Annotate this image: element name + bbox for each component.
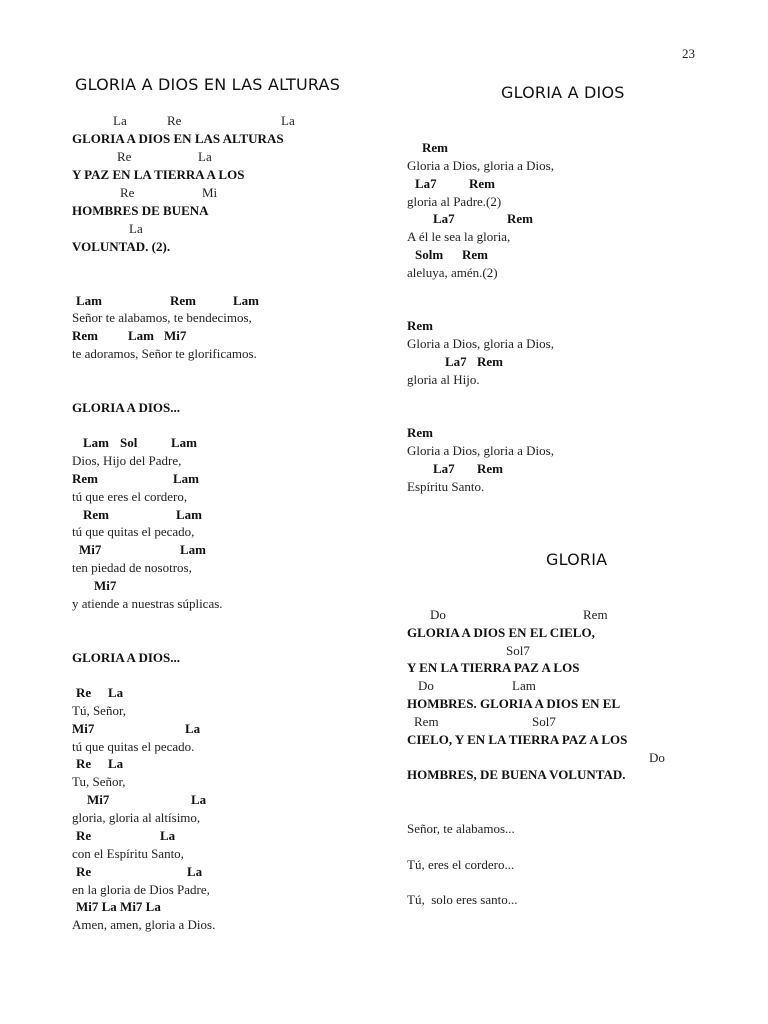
lyric-line: con el Espíritu Santo, xyxy=(72,846,184,861)
chord: Rem xyxy=(422,140,448,155)
chord: Rem xyxy=(72,328,98,343)
lyric-line: Tú, Señor, xyxy=(72,703,126,718)
lyric-line: Espíritu Santo. xyxy=(407,479,485,494)
lyric-line: Señor te alabamos, te bendecimos, xyxy=(72,310,252,325)
right-title-gloria: GLORIA xyxy=(546,550,608,569)
chord: Sol7 xyxy=(532,714,556,729)
chord: Lam xyxy=(512,678,536,693)
chord: Sol7 xyxy=(506,643,530,658)
lyric-line: Tú, solo eres santo... xyxy=(407,892,518,907)
chord: Rem xyxy=(170,293,196,308)
chord: Lam xyxy=(180,542,206,557)
lyric-line: en la gloria de Dios Padre, xyxy=(72,882,210,897)
chord: Rem xyxy=(407,318,433,333)
chord: Re xyxy=(76,756,92,771)
chord: Rem xyxy=(72,471,98,486)
chord: Mi7 xyxy=(87,792,110,807)
chord: Mi7 xyxy=(79,542,102,557)
chord: Solm xyxy=(415,247,444,262)
chord: Rem xyxy=(83,507,109,522)
chord: Rem xyxy=(407,425,433,440)
chord: Mi7 La Mi7 La xyxy=(76,899,161,914)
lyric-line: te adoramos, Señor te glorificamos. xyxy=(72,346,257,361)
chord: Lam xyxy=(83,435,109,450)
chord: La xyxy=(108,756,124,771)
chord: La xyxy=(191,792,207,807)
lyric-line: HOMBRES DE BUENA xyxy=(72,203,209,218)
lyric-line: tú que eres el cordero, xyxy=(72,489,188,504)
chord: Do xyxy=(418,678,434,693)
lyric-line: GLORIA A DIOS EN EL CIELO, xyxy=(407,625,595,640)
chord: La7 xyxy=(433,461,455,476)
page-number: 23 xyxy=(682,46,695,61)
chord: La7 xyxy=(433,211,455,226)
chord: Mi7 xyxy=(164,328,187,343)
lyric-line: HOMBRES, DE BUENA VOLUNTAD. xyxy=(407,767,626,782)
chord: La xyxy=(160,828,176,843)
left-title: GLORIA A DIOS EN LAS ALTURAS xyxy=(75,75,341,94)
lyric-line: tú que quitas el pecado, xyxy=(72,524,195,539)
chord: La7 xyxy=(445,354,467,369)
chord: Lam xyxy=(176,507,202,522)
lyric-line: Dios, Hijo del Padre, xyxy=(72,453,182,468)
chord: Do xyxy=(430,607,446,622)
lyric-line: VOLUNTAD. (2). xyxy=(72,239,171,254)
chord: Mi7 xyxy=(72,721,95,736)
chord: Re xyxy=(76,864,92,879)
chord: Mi7 xyxy=(94,578,117,593)
chorus-ref: GLORIA A DIOS... xyxy=(72,650,181,665)
chord: Lam xyxy=(171,435,197,450)
chord: Re xyxy=(76,828,92,843)
lyric-line: gloria al Padre.(2) xyxy=(407,194,502,209)
chord: La xyxy=(185,721,201,736)
chord: Lam xyxy=(233,293,259,308)
chord: Rem xyxy=(477,461,503,476)
chord: Rem xyxy=(583,607,608,622)
lyric-line: gloria al Hijo. xyxy=(407,372,480,387)
chord: La xyxy=(129,221,143,236)
chord: Re xyxy=(167,113,182,128)
lyric-line: tú que quitas el pecado. xyxy=(72,739,195,754)
lyric-line: HOMBRES. GLORIA A DIOS EN EL xyxy=(407,696,621,711)
chord: Lam xyxy=(76,293,102,308)
chord: La xyxy=(198,149,212,164)
chord: La xyxy=(187,864,203,879)
lyric-line: Tu, Señor, xyxy=(72,774,126,789)
lyric-line: Gloria a Dios, gloria a Dios, xyxy=(407,158,554,173)
lyric-line: Y EN LA TIERRA PAZ A LOS xyxy=(407,660,580,675)
chord: Rem xyxy=(507,211,533,226)
lyric-line: Y PAZ EN LA TIERRA A LOS xyxy=(72,167,245,182)
chord: Sol xyxy=(120,435,138,450)
chord: Lam xyxy=(128,328,154,343)
lyric-line: ten piedad de nosotros, xyxy=(72,560,192,575)
chord: Re xyxy=(76,685,92,700)
chord: Rem xyxy=(477,354,503,369)
chord: Do xyxy=(649,750,665,765)
lyric-line: GLORIA A DIOS EN LAS ALTURAS xyxy=(72,131,284,146)
right-title-gloria-a-dios: GLORIA A DIOS xyxy=(501,83,625,102)
lyric-line: aleluya, amén.(2) xyxy=(407,265,498,280)
lyric-line: Amen, amen, gloria a Dios. xyxy=(72,917,216,932)
chord: Rem xyxy=(414,714,439,729)
lyric-line: y atiende a nuestras súplicas. xyxy=(72,596,223,611)
lyric-line: Gloria a Dios, gloria a Dios, xyxy=(407,443,554,458)
chord: Rem xyxy=(469,176,495,191)
lyric-line: CIELO, Y EN LA TIERRA PAZ A LOS xyxy=(407,732,628,747)
chord: Re xyxy=(117,149,132,164)
chord: Mi xyxy=(202,185,218,200)
chord: Rem xyxy=(462,247,488,262)
chord: La7 xyxy=(415,176,437,191)
chord: La xyxy=(113,113,127,128)
chord: La xyxy=(281,113,295,128)
chord: Lam xyxy=(173,471,199,486)
chord: La xyxy=(108,685,124,700)
lyric-line: gloria, gloria al altísimo, xyxy=(72,810,201,825)
chord: Re xyxy=(120,185,135,200)
lyric-line: A él le sea la gloria, xyxy=(407,229,511,244)
lyric-line: Tú, eres el cordero... xyxy=(407,857,515,872)
lyric-line: Gloria a Dios, gloria a Dios, xyxy=(407,336,554,351)
chorus-ref: GLORIA A DIOS... xyxy=(72,400,181,415)
lyric-line: Señor, te alabamos... xyxy=(407,821,515,836)
